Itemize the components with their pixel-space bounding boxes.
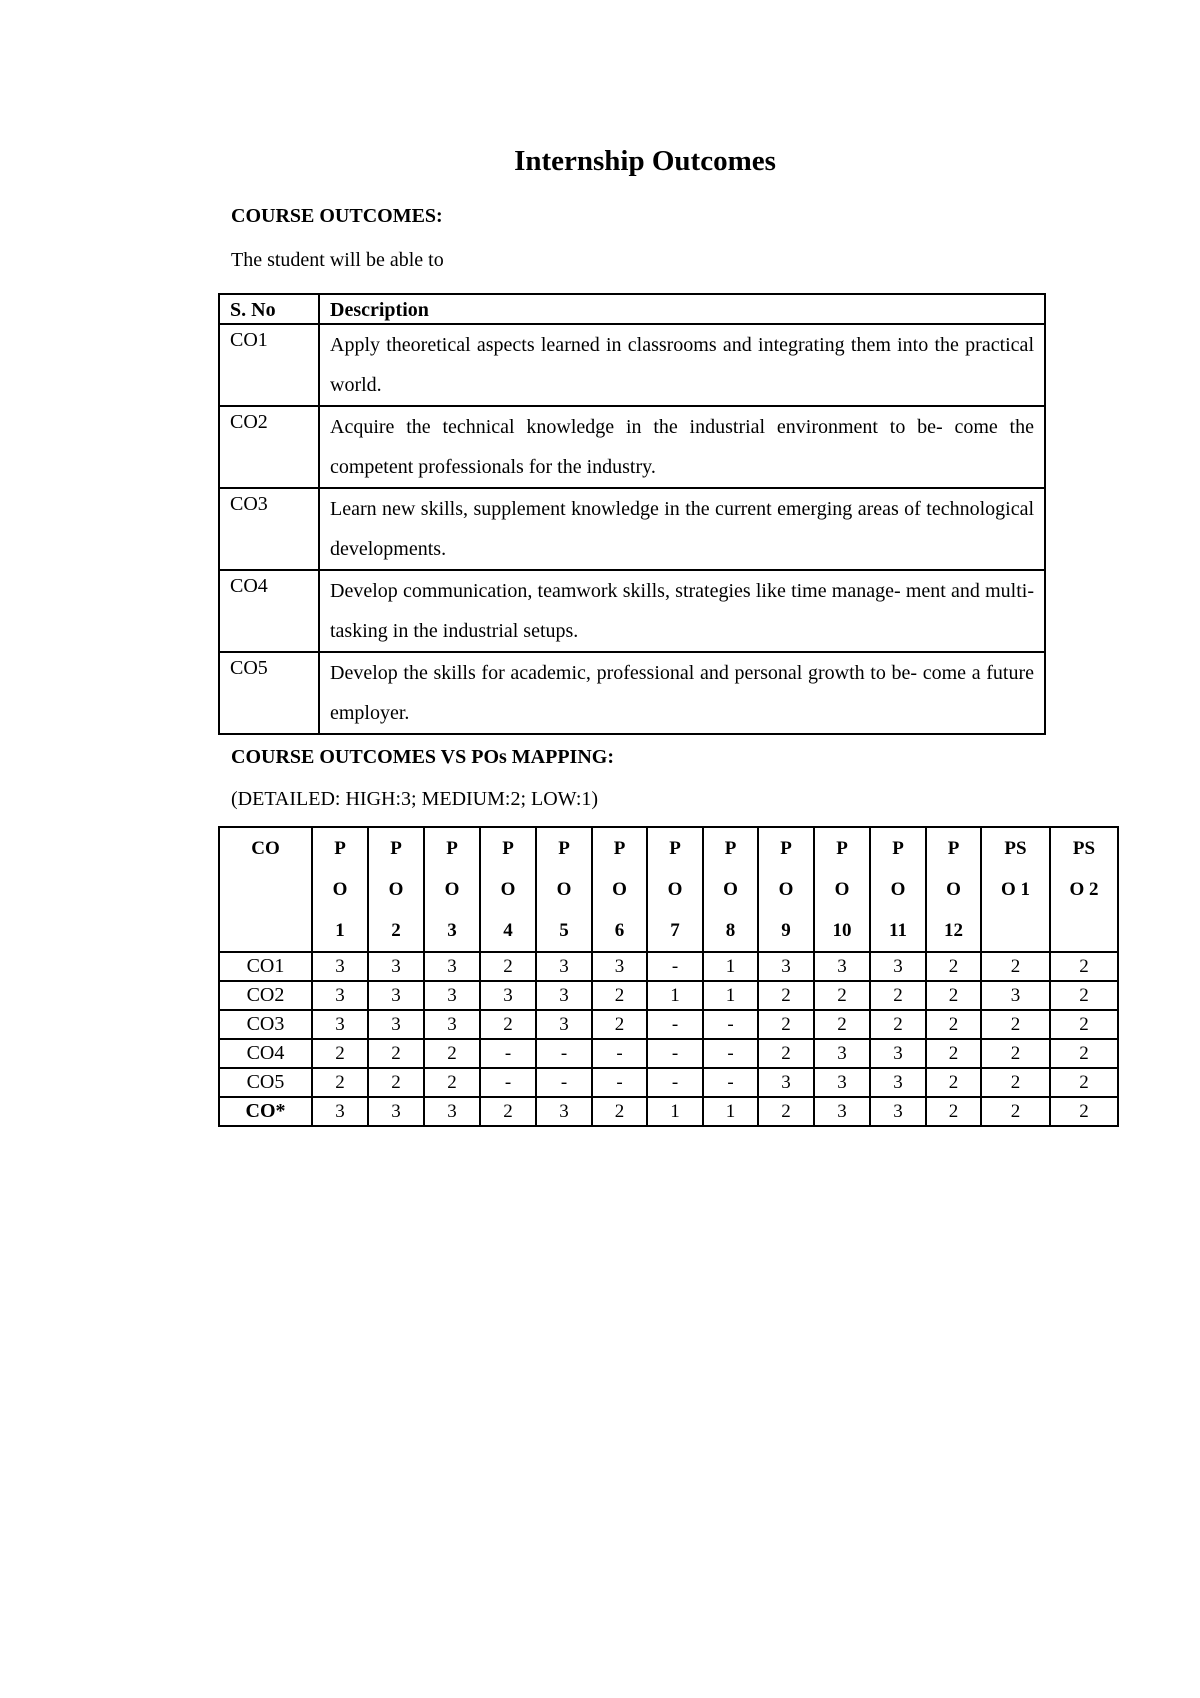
header-po-line: O [834, 879, 850, 900]
mapping-cell: - [647, 1010, 703, 1039]
table-row [219, 1097, 1118, 1126]
mapping-cell: 3 [870, 1039, 926, 1068]
header-po-line: 9 [781, 920, 791, 941]
header-po-line: O [332, 879, 348, 900]
outcome-code: CO1 [219, 324, 319, 406]
mapping-cell: 3 [424, 952, 480, 981]
mapping-cell: 3 [424, 1097, 480, 1126]
mapping-cell: 2 [1050, 1097, 1118, 1126]
header-po-line: 3 [447, 920, 457, 941]
mapping-cell: 2 [424, 1068, 480, 1097]
mapping-cell: 2 [758, 1010, 814, 1039]
header-sno: S. No [219, 294, 319, 324]
header-po-line: 1 [335, 920, 345, 941]
mapping-cell: 3 [368, 952, 424, 981]
mapping-cell: 3 [312, 1010, 368, 1039]
table-row [219, 981, 1118, 1010]
mapping-heading: COURSE OUTCOMES VS POs MAPPING: [231, 746, 614, 768]
mapping-cell: 2 [312, 1068, 368, 1097]
outcome-code: CO3 [219, 488, 319, 570]
intro-text: The student will be able to [231, 249, 444, 271]
mapping-cell: 2 [1050, 952, 1118, 981]
table-row [219, 1039, 1118, 1068]
header-po-7 [647, 827, 703, 952]
mapping-cell: 3 [814, 1068, 870, 1097]
header-po-line: P [892, 838, 904, 859]
outcome-description: Develop communication, teamwork skills, strategies like time manage- ment and multi-tasking in the industrial setups. [319, 570, 1045, 652]
mapping-cell: 2 [926, 981, 981, 1010]
header-po-line: O [723, 879, 738, 900]
mapping-cell: 2 [981, 1039, 1050, 1068]
mapping-cell: 2 [1050, 1068, 1118, 1097]
mapping-cell: 3 [870, 1097, 926, 1126]
header-po-14 [1050, 827, 1118, 952]
row-label: CO5 [219, 1068, 312, 1097]
mapping-cell: 3 [536, 1010, 592, 1039]
mapping-cell: 3 [870, 952, 926, 981]
co-po-mapping-table [218, 826, 1119, 1127]
mapping-cell: 2 [926, 1010, 981, 1039]
mapping-cell: 1 [703, 1097, 758, 1126]
header-po-6 [592, 827, 647, 952]
mapping-cell: 3 [312, 1097, 368, 1126]
outcome-description: Develop the skills for academic, professional and personal growth to be- come a future employer. [319, 652, 1045, 734]
header-po-2 [368, 827, 424, 952]
outcome-description: Learn new skills, supplement knowledge in the current emerging areas of technological developments. [319, 488, 1045, 570]
mapping-cell: 2 [814, 981, 870, 1010]
mapping-cell: 2 [981, 1097, 1050, 1126]
outcome-description: Acquire the technical knowledge in the industrial environment to be- come the competent professionals for the industry. [319, 406, 1045, 488]
table-row [219, 1010, 1118, 1039]
header-po-line: P [390, 838, 402, 859]
mapping-cell: - [647, 1039, 703, 1068]
row-label: CO4 [219, 1039, 312, 1068]
outcome-description: Apply theoretical aspects learned in classrooms and integrating them into the practical world. [319, 324, 1045, 406]
header-po-line: P [502, 838, 514, 859]
header-po-line: P [669, 838, 681, 859]
header-po-13 [981, 827, 1050, 952]
mapping-cell: 3 [368, 981, 424, 1010]
header-po-9 [758, 827, 814, 952]
header-po-line: O 2 [1069, 879, 1099, 900]
header-po-line: O [890, 879, 906, 900]
header-po-line: 4 [503, 920, 513, 941]
mapping-cell: - [480, 1039, 536, 1068]
mapping-cell: 2 [480, 952, 536, 981]
mapping-cell: 3 [758, 952, 814, 981]
header-po-line: 10 [832, 920, 852, 941]
mapping-cell: - [536, 1039, 592, 1068]
mapping-cell: 2 [1050, 981, 1118, 1010]
mapping-cell: 2 [981, 1068, 1050, 1097]
mapping-header-row [219, 827, 1118, 952]
mapping-cell: 2 [758, 1097, 814, 1126]
mapping-cell: 2 [1050, 1039, 1118, 1068]
header-po-line: P [334, 838, 346, 859]
mapping-cell: 2 [870, 1010, 926, 1039]
mapping-cell: 3 [536, 981, 592, 1010]
row-label: CO1 [219, 952, 312, 981]
mapping-cell: 2 [870, 981, 926, 1010]
mapping-cell: 3 [480, 981, 536, 1010]
mapping-cell: 3 [368, 1097, 424, 1126]
header-po-line: O [388, 879, 404, 900]
header-po-line: P [558, 838, 570, 859]
header-po-line: O [500, 879, 516, 900]
mapping-cell: 2 [368, 1039, 424, 1068]
header-po-line [982, 910, 1049, 951]
mapping-cell: 2 [981, 1010, 1050, 1039]
mapping-cell: - [703, 1039, 758, 1068]
mapping-cell: - [480, 1068, 536, 1097]
mapping-cell: 2 [1050, 1010, 1118, 1039]
header-po-line: 11 [889, 920, 907, 941]
mapping-cell: 3 [312, 981, 368, 1010]
mapping-cell: 3 [814, 1097, 870, 1126]
table-row [219, 1068, 1118, 1097]
mapping-cell: 2 [592, 1010, 647, 1039]
mapping-cell: 3 [981, 981, 1050, 1010]
table-row [219, 406, 1045, 488]
mapping-cell: 3 [536, 952, 592, 981]
header-po-line: O [778, 879, 794, 900]
mapping-cell: - [592, 1068, 647, 1097]
mapping-cell: - [592, 1039, 647, 1068]
row-label: CO2 [219, 981, 312, 1010]
header-po-line: 6 [614, 920, 625, 941]
header-po-4 [480, 827, 536, 952]
mapping-cell: 2 [814, 1010, 870, 1039]
header-po-line: O 1 [1000, 879, 1031, 900]
header-po-line: P [947, 838, 960, 859]
table-row [219, 652, 1045, 734]
header-po-line: P [836, 838, 848, 859]
row-label: CO* [219, 1097, 312, 1126]
mapping-cell: 3 [424, 981, 480, 1010]
mapping-cell: 2 [926, 952, 981, 981]
mapping-cell: 3 [814, 952, 870, 981]
header-description: Description [319, 294, 1045, 324]
header-co: CO [219, 827, 312, 952]
outcome-code: CO5 [219, 652, 319, 734]
mapping-cell: 2 [926, 1068, 981, 1097]
mapping-cell: 1 [703, 952, 758, 981]
mapping-cell: 2 [758, 1039, 814, 1068]
header-po-line: PS [1004, 838, 1027, 859]
mapping-cell: 1 [703, 981, 758, 1010]
header-po-8 [703, 827, 758, 952]
header-po-line: O [556, 879, 572, 900]
mapping-cell: 2 [312, 1039, 368, 1068]
header-po-line: O [444, 879, 460, 900]
header-po-12 [926, 827, 981, 952]
row-label: CO3 [219, 1010, 312, 1039]
mapping-cell: 3 [870, 1068, 926, 1097]
table-row [219, 324, 1045, 406]
header-po-5 [536, 827, 592, 952]
mapping-cell: 2 [368, 1068, 424, 1097]
mapping-cell: - [703, 1068, 758, 1097]
mapping-cell: 2 [424, 1039, 480, 1068]
mapping-cell: 3 [758, 1068, 814, 1097]
header-po-3 [424, 827, 480, 952]
mapping-cell: 3 [368, 1010, 424, 1039]
header-po-line: P [780, 838, 792, 859]
header-po-line: P [613, 838, 626, 859]
course-outcomes-table [218, 293, 1046, 735]
header-po-line: 7 [670, 920, 680, 941]
header-po-line: O [612, 879, 627, 900]
header-po-11 [870, 827, 926, 952]
mapping-cell: 3 [312, 952, 368, 981]
mapping-cell: 2 [592, 981, 647, 1010]
header-po-line: 5 [559, 920, 569, 941]
header-po-line: 12 [944, 920, 963, 941]
outcome-code: CO4 [219, 570, 319, 652]
mapping-cell: 2 [981, 952, 1050, 981]
header-po-1 [312, 827, 368, 952]
mapping-cell: 1 [647, 1097, 703, 1126]
mapping-cell: 2 [592, 1097, 647, 1126]
table-row [219, 488, 1045, 570]
header-po-line: P [724, 838, 737, 859]
header-po-line: O [667, 879, 683, 900]
header-po-line: O [946, 879, 961, 900]
mapping-legend: (DETAILED: HIGH:3; MEDIUM:2; LOW:1) [231, 788, 599, 810]
mapping-cell: 2 [926, 1097, 981, 1126]
mapping-cell: - [647, 1068, 703, 1097]
mapping-cell: 3 [536, 1097, 592, 1126]
header-po-line [1051, 910, 1117, 951]
outcome-code: CO2 [219, 406, 319, 488]
mapping-cell: 3 [814, 1039, 870, 1068]
mapping-cell: 2 [480, 1097, 536, 1126]
table-header-row [219, 294, 1045, 324]
mapping-cell: 2 [926, 1039, 981, 1068]
mapping-cell: - [647, 952, 703, 981]
page-title: Internship Outcomes [514, 145, 776, 177]
table-row [219, 570, 1045, 652]
mapping-cell: - [536, 1068, 592, 1097]
mapping-cell: 3 [592, 952, 647, 981]
course-outcomes-heading: COURSE OUTCOMES: [231, 205, 443, 227]
mapping-cell: 1 [647, 981, 703, 1010]
table-row [219, 952, 1118, 981]
header-po-line: 8 [725, 920, 736, 941]
mapping-cell: 3 [424, 1010, 480, 1039]
header-po-10 [814, 827, 870, 952]
mapping-cell: 2 [480, 1010, 536, 1039]
header-po-line: PS [1072, 838, 1096, 859]
mapping-cell: 2 [758, 981, 814, 1010]
header-po-line: 2 [391, 920, 401, 941]
header-po-line: P [446, 838, 458, 859]
mapping-cell: - [703, 1010, 758, 1039]
